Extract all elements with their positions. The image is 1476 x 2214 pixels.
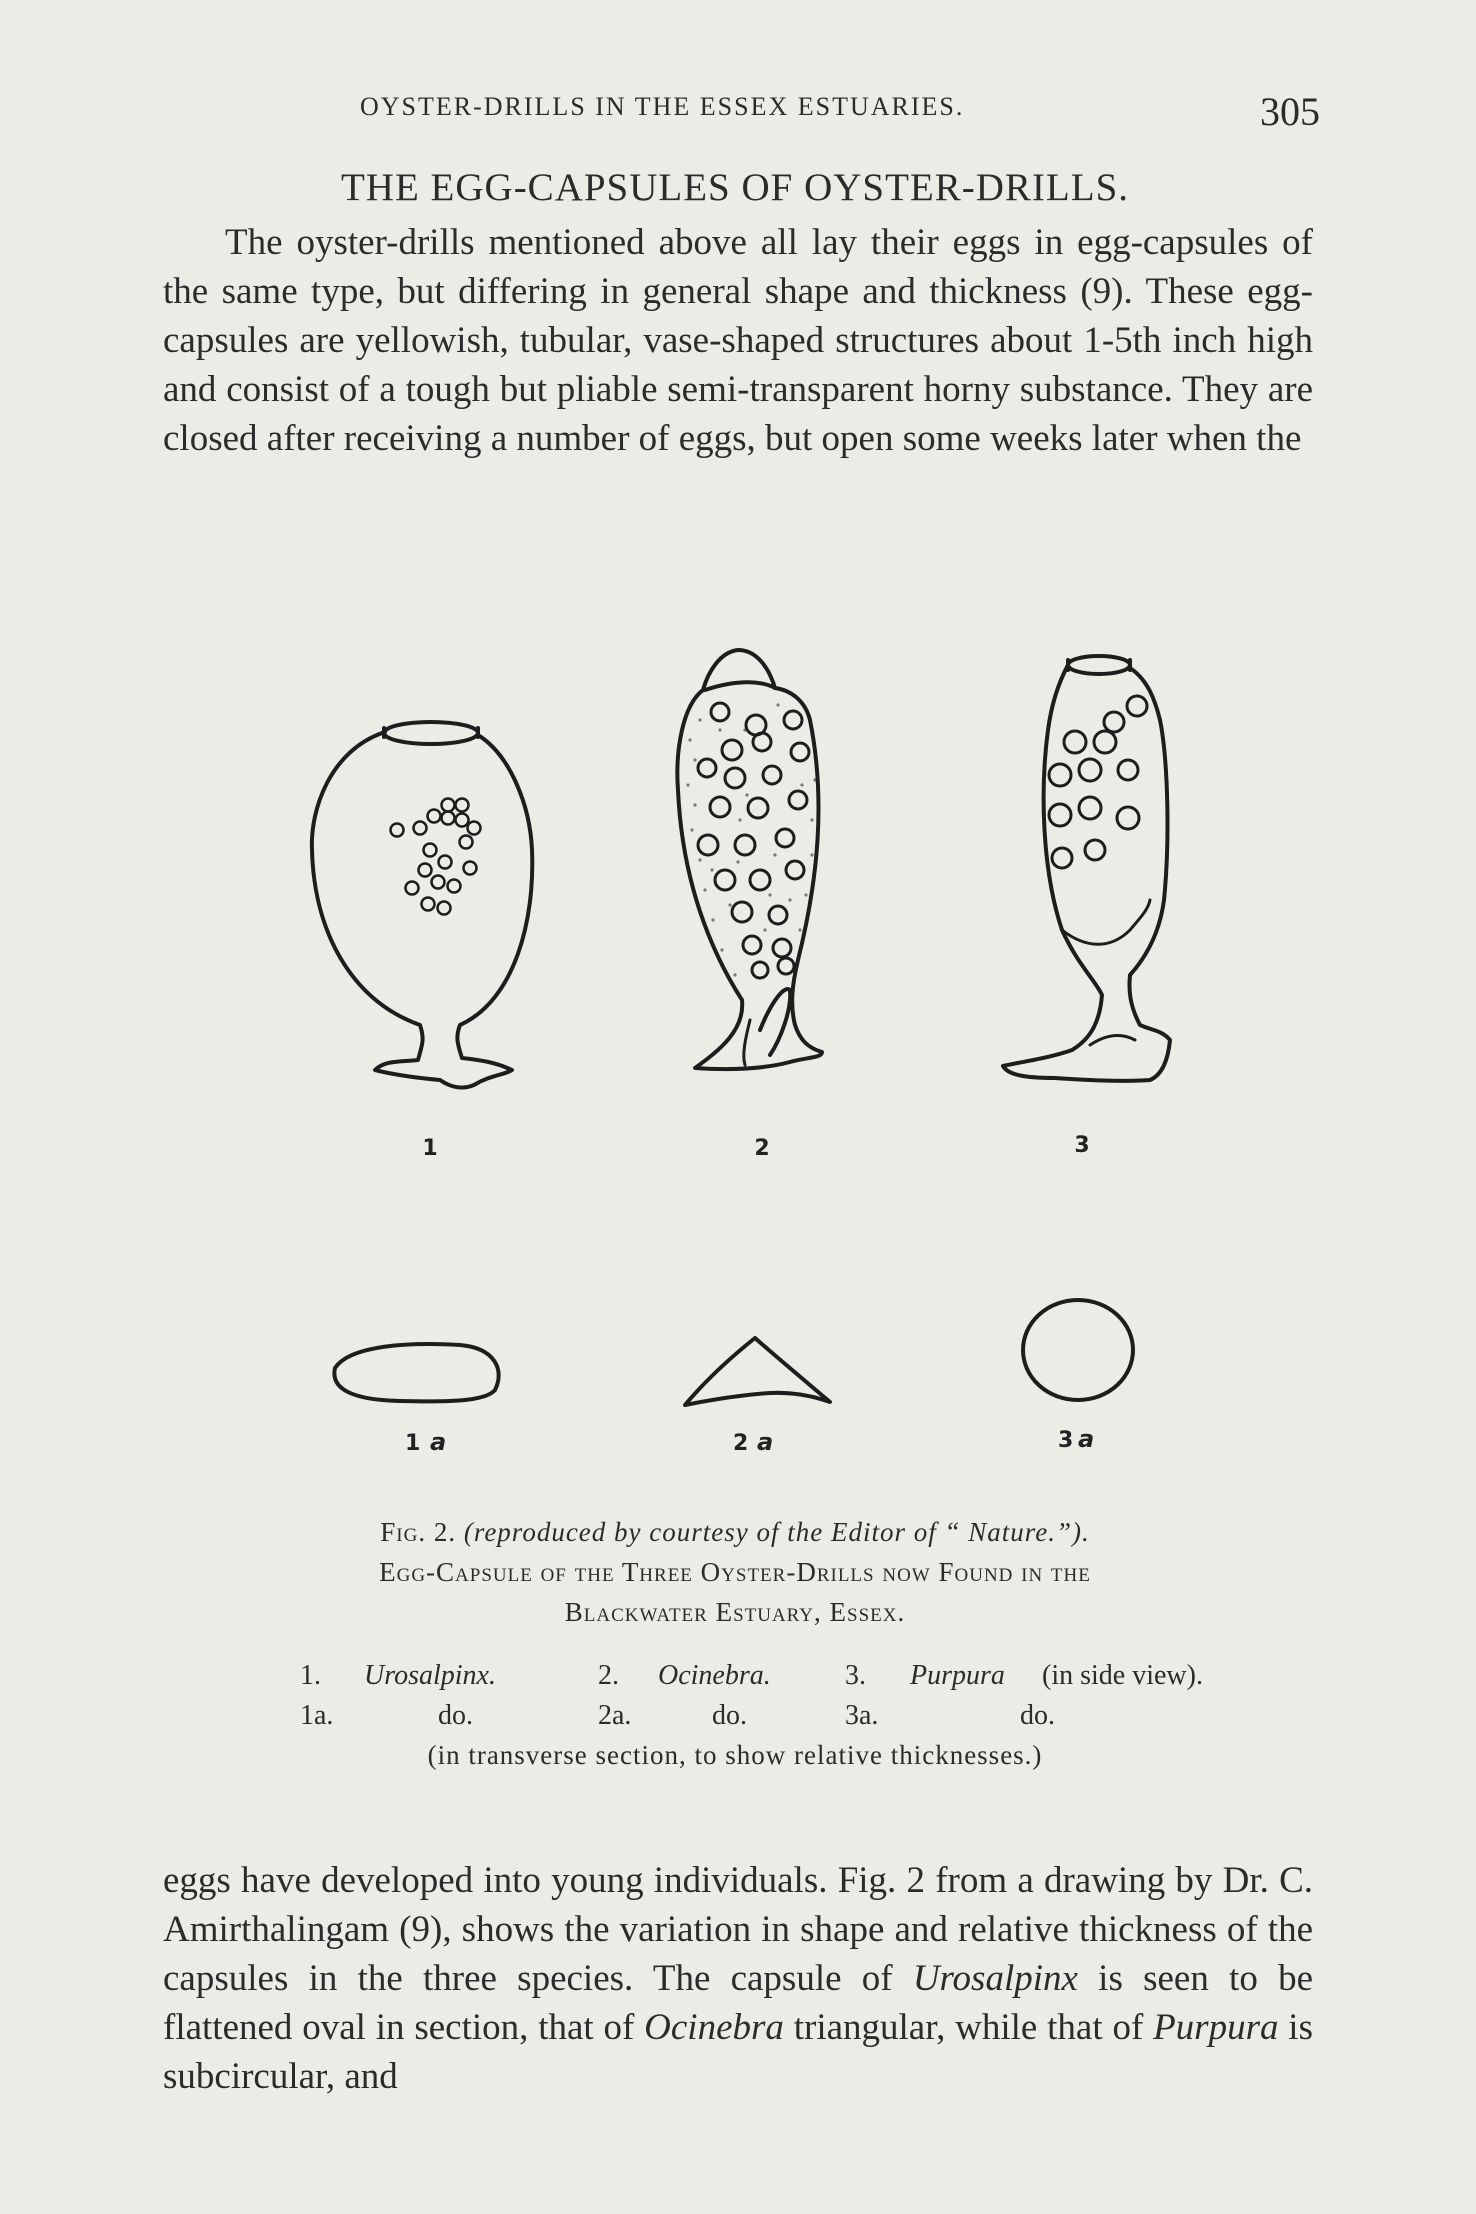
legend-2a-do: do. <box>712 1700 747 1731</box>
figure-credit: (reproduced by courtesy of the Editor of “ Nature.”). <box>463 1517 1090 1547</box>
figure-number: Fig. 2. <box>380 1517 457 1547</box>
genus-ocinebra: Ocinebra <box>644 2007 784 2048</box>
section-label-3a-number: 3 <box>1058 1428 1074 1453</box>
legend-2-name: Ocinebra. <box>658 1660 771 1691</box>
legend-3a-number: 3a. <box>845 1700 879 1731</box>
capsule-2-eggs <box>698 703 809 978</box>
capsule-3-drawing <box>1003 656 1170 1081</box>
figure-label-1: 1 <box>422 1136 438 1161</box>
section-label-3a-letter: a <box>1078 1425 1095 1453</box>
legend-row-2 <box>300 1700 1280 1736</box>
figure-caption-line1 <box>150 1512 1320 1552</box>
paragraph-bottom-text-1: eggs have developed into young individuals. Fig. 2 from a drawing by Dr. C. Amirthalingam (9), shows the variation in shape and relative thickness of the capsules in the three species. The capsule of <box>163 1860 1313 1999</box>
legend-1a-number: 1a. <box>300 1700 334 1731</box>
running-title: OYSTER-DRILLS IN THE ESSEX ESTUARIES. <box>360 92 965 121</box>
legend-note: (in transverse section, to show relative thicknesses.) <box>427 1740 1043 1770</box>
figure-caption-line2: Egg-Capsule of the Three Oyster-Drills now Found in the <box>379 1557 1091 1587</box>
section-label-2a-letter: a <box>757 1428 774 1456</box>
paragraph-top-text: The oyster-drills mentioned above all lay their eggs in egg-capsules of the same type, but differing in general shape and thickness (9). These egg-capsules are yellowish, tubular, vase-shaped structures about 1-5th inch high and consist of a tough but pliable semi-transparent horny substance. They are closed after receiving a number of eggs, but open some weeks later when the <box>163 222 1313 459</box>
legend-2a-number: 2a. <box>598 1700 632 1731</box>
legend-3-name: Purpura <box>910 1660 1005 1691</box>
legend-1-name: Urosalpinx. <box>364 1660 496 1691</box>
genus-purpura: Purpura <box>1153 2007 1279 2048</box>
legend-row-1 <box>300 1660 1280 1696</box>
section-2a-drawing <box>685 1338 830 1405</box>
section-label-2a-number: 2 <box>733 1431 749 1456</box>
page-number: 305 <box>1260 89 1320 134</box>
capsule-2-drawing <box>677 650 822 1069</box>
section-label-1a-number: 1 <box>405 1431 421 1456</box>
legend-2-number: 2. <box>598 1660 619 1691</box>
legend-1-number: 1. <box>300 1660 321 1691</box>
genus-urosalpinx: Urosalpinx <box>912 1958 1078 1999</box>
figure-label-3: 3 <box>1074 1133 1090 1158</box>
capsule-1-drawing <box>312 722 532 1087</box>
paragraph-bottom <box>163 1856 1313 2101</box>
figure-caption-line3: Blackwater Estuary, Essex. <box>564 1597 906 1627</box>
paragraph-bottom-text-4: is subcircular, and <box>163 2007 1313 2097</box>
paragraph-bottom-text-2: is seen to be flattened oval in section, that of <box>163 1958 1313 2048</box>
section-1a-drawing <box>334 1344 498 1401</box>
paragraph-bottom-text-3: triangular, while that of <box>783 2007 1154 2048</box>
legend-3-number: 3. <box>845 1660 866 1691</box>
capsule-3-eggs <box>1049 696 1147 868</box>
section-label-1a-letter: a <box>430 1428 447 1456</box>
legend-3a-do: do. <box>1020 1700 1055 1731</box>
legend-1a-do: do. <box>438 1700 473 1731</box>
capsule-1-eggs <box>391 799 481 915</box>
figure-label-2: 2 <box>754 1136 770 1161</box>
section-3a-drawing <box>1023 1300 1133 1400</box>
legend-3-view: (in side view). <box>1042 1660 1203 1691</box>
section-heading: THE EGG-CAPSULES OF OYSTER-DRILLS. <box>340 166 1130 209</box>
